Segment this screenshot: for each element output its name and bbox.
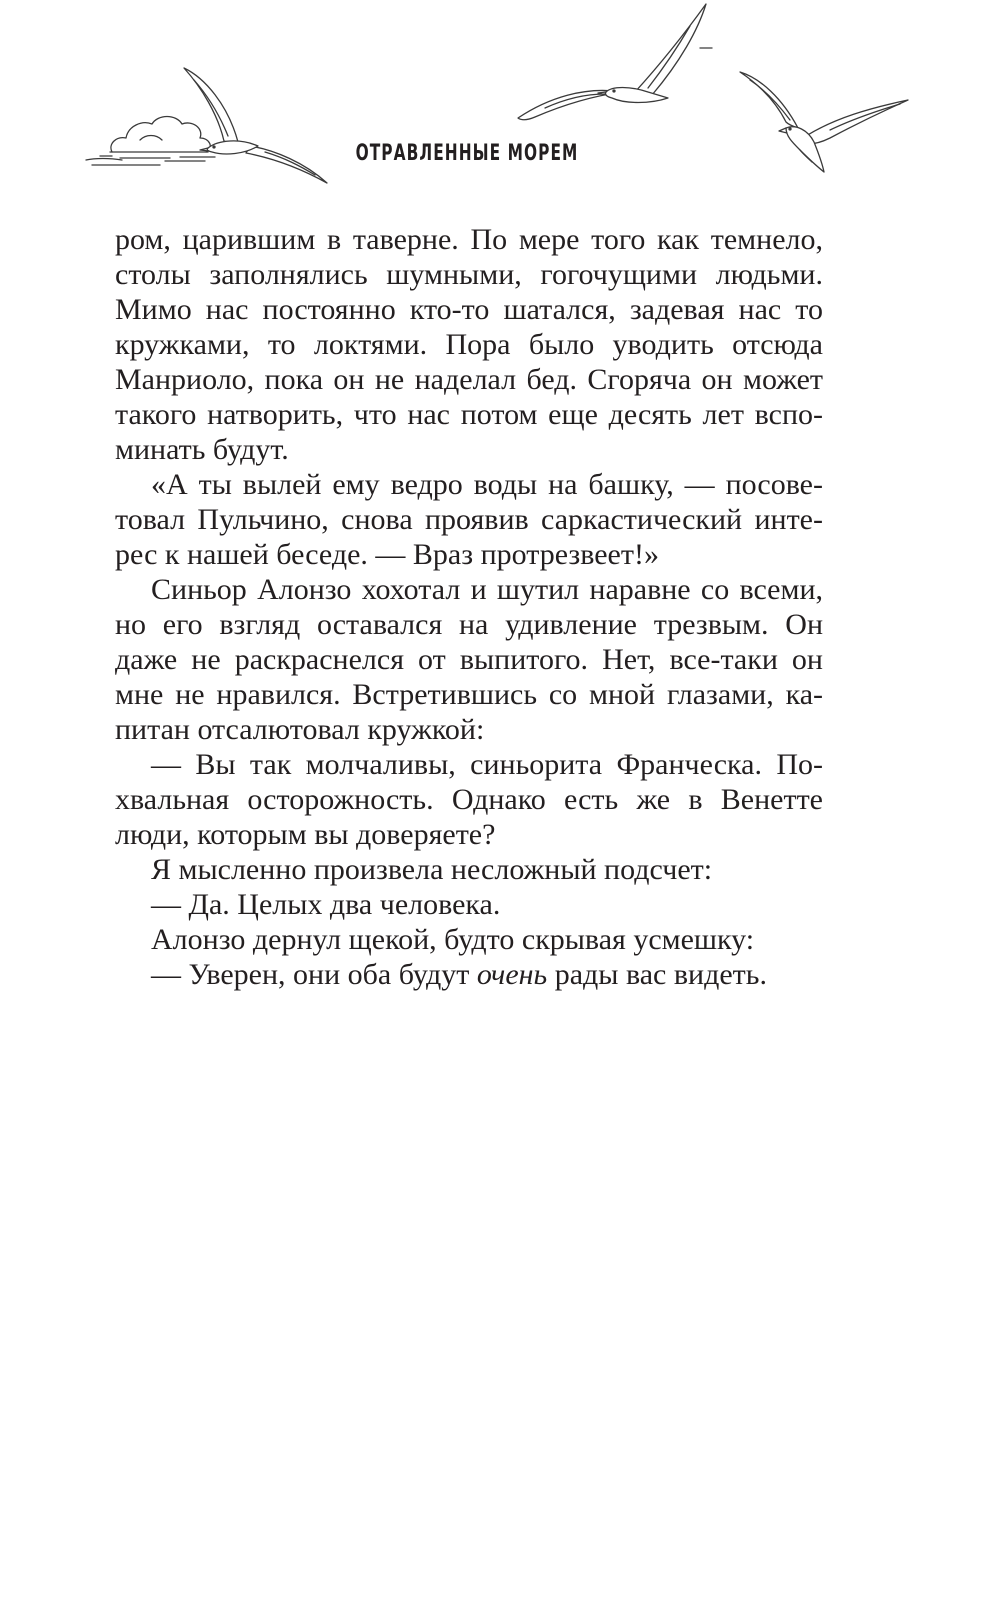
text-line: Мимо нас постоянно кто-то шатался, задевая нас то [115,293,823,326]
text-line: — Да. Целых два человека. [151,888,501,921]
text-line: Синьор Алонзо хохотал и шутил наравне со всеми, [151,573,823,606]
text-line: кружками, то локтями. Пора было уводить отсюда [115,328,823,361]
paragraph [115,887,823,922]
paragraph [115,467,823,572]
paragraph [115,957,823,992]
text-line: такого натворить, что нас потом еще десять лет вспо- [115,398,823,431]
text-line: даже не раскраснелся от выпитого. Нет, все-таки он [115,643,823,676]
text-line: ром, царившим в таверне. По мере того как темнело, [115,223,823,256]
seagull-center-illustration [518,4,712,120]
seagull-right-illustration [740,72,908,172]
text-segment: рады вас видеть. [547,958,767,991]
text-line: рес к нашей беседе. — Враз протрезвеет!» [115,538,659,571]
text-line [115,957,823,992]
seagull-left-illustration [184,68,327,183]
paragraph [115,572,823,747]
text-segment: — Уверен, они оба будут [151,958,477,991]
text-line: «А ты вылей ему ведро воды на башку, — посове- [151,468,823,501]
text-line: Я мысленно произвела несложный подсчет: [151,853,713,886]
text-line: хвальная осторожность. Однако есть же в Венетте [115,783,823,816]
paragraph [115,747,823,852]
cloud-illustration [86,117,215,166]
text-line: минать будут. [115,433,289,466]
header-illustration [0,0,1000,200]
paragraph [115,852,823,887]
text-line: питан отсалютовал кружкой: [115,713,485,746]
text-line: столы заполнялись шумными, гогочущими людьми. [115,258,823,291]
text-line: люди, которым вы доверяете? [115,818,496,851]
text-line: — Вы так молчаливы, синьорита Франческа. По- [151,748,823,781]
text-line: мне не нравился. Встретившись со мной глазами, ка- [115,678,823,711]
body-text [115,222,823,992]
text-line: товал Пульчино, снова проявив саркастический инте- [115,503,823,536]
running-title: ОТРАВЛЕННЫЕ МОРЕМ [355,141,579,166]
text-line: Алонзо дернул щекой, будто скрывая усмешку: [151,923,755,956]
paragraph [115,922,823,957]
text-line: но его взгляд оставался на удивление трезвым. Он [115,608,823,641]
emphasis-text: очень [476,958,548,991]
text-line: Манриоло, пока он не наделал бед. Сгоряча он может [115,363,823,396]
paragraph [115,222,823,467]
